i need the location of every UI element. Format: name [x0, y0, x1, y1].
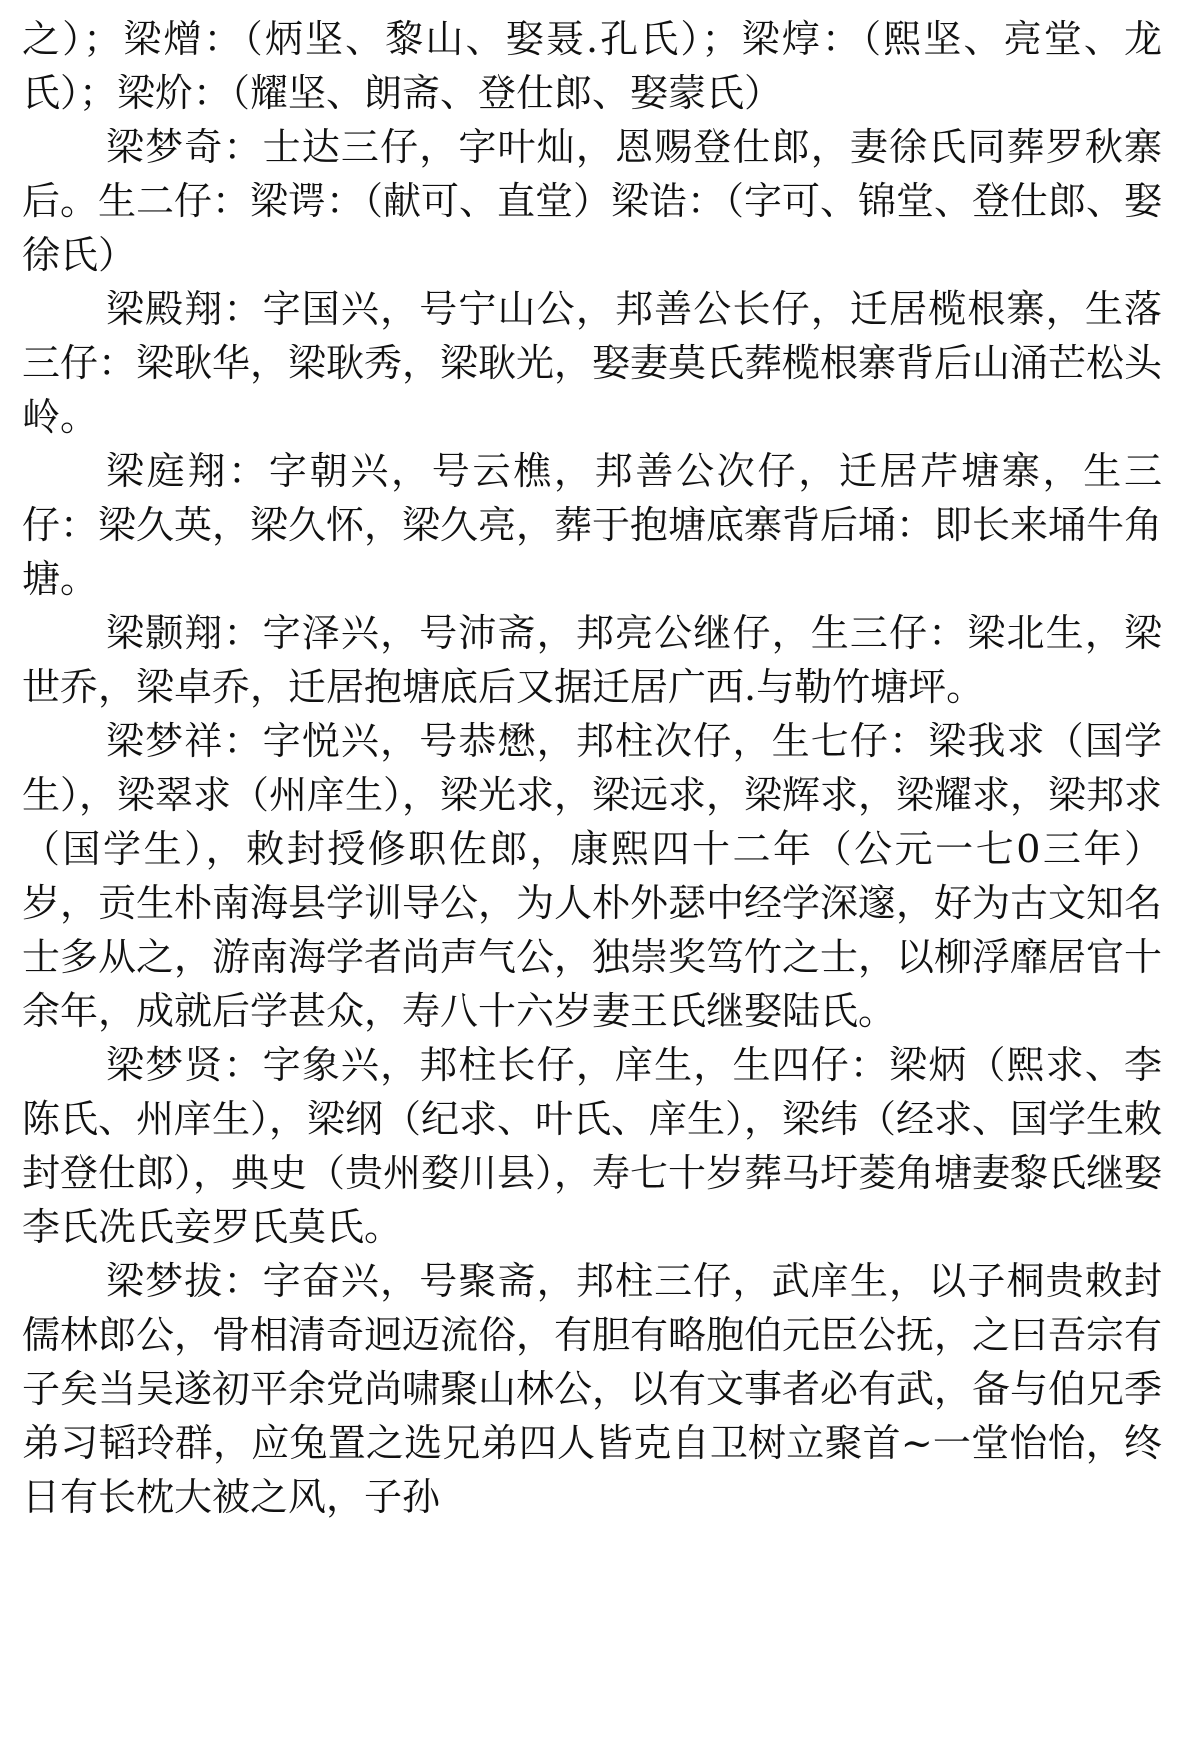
paragraph-8: 梁梦拔：字奋兴，号聚斋，邦柱三仔，武庠生，以子桐贵敕封儒林郎公，骨相清奇迥迈流俗，有胆有略胞伯元臣公抚，之曰吾宗有子矣当吴遂初平余党尚啸聚山林公，以有文事者必有武，备与伯兄季弟习韬玲群，应兔置之选兄弟四人皆克自卫树立聚首~一堂怡怡，终日有长枕大被之风，子孙 — [22, 1259, 1163, 1519]
paragraph-3: 梁殿翔：字国兴，号宁山公，邦善公长仔，迁居榄根寨，生落三仔：梁耿华，梁耿秀，梁耿光，娶妻莫氏葬榄根寨背后山涌芒松头岭。 — [22, 287, 1163, 439]
paragraph-5: 梁颢翔：字泽兴，号沛斋，邦亮公继仔，生三仔：梁北生，梁世乔，梁卓乔，迁居抱塘底后又据迁居广西.与勒竹塘坪。 — [22, 611, 1162, 709]
paragraph-1: 之）；梁熷：（炳坚、黎山、娶聂.孔氏）；梁焞：（熙坚、亮堂、龙氏）；梁炌：（耀坚、朗斋、登仕郎、娶蒙氏） — [22, 17, 1162, 115]
paragraph-4: 梁庭翔：字朝兴，号云樵，邦善公次仔，迁居芹塘寨，生三仔：梁久英，梁久怀，梁久亮，葬于抱塘底寨背后埇：即长来埇牛角塘。 — [22, 449, 1163, 601]
paragraph-6: 梁梦祥：字悦兴，号恭懋，邦柱次仔，生七仔：梁我求（国学生），梁翠求（州庠生），梁光求，梁远求，梁辉求，梁耀求，梁邦求（国学生），敕封授修职佐郎，康熙四十二年（公元一七0三年）岁，贡生朴南海县学训导公，为人朴外瑟中经学深邃，好为古文知名士多从之，游南海学者尚声气公，独崇奖笃竹之士，以柳浮靡居官十余年，成就后学甚众，寿八十六岁妻王氏继娶陆氏。 — [22, 719, 1163, 1033]
document-page — [22, 12, 1162, 1524]
paragraph-7: 梁梦贤：字象兴，邦柱长仔，庠生，生四仔：梁炳（熙求、李陈氏、州庠生），梁纲（纪求、叶氏、庠生），梁纬（经求、国学生敕封登仕郎），典史（贵州婺川县），寿七十岁葬马圩菱角塘妻黎氏继娶李氏冼氏妾罗氏莫氏。 — [22, 1043, 1163, 1249]
paragraph-2: 梁梦奇：士达三仔，字叶灿，恩赐登仕郎，妻徐氏同葬罗秋寨后。生二仔：梁谔：（献可、直堂）梁诰：（字可、锦堂、登仕郎、娶徐氏） — [22, 125, 1163, 277]
